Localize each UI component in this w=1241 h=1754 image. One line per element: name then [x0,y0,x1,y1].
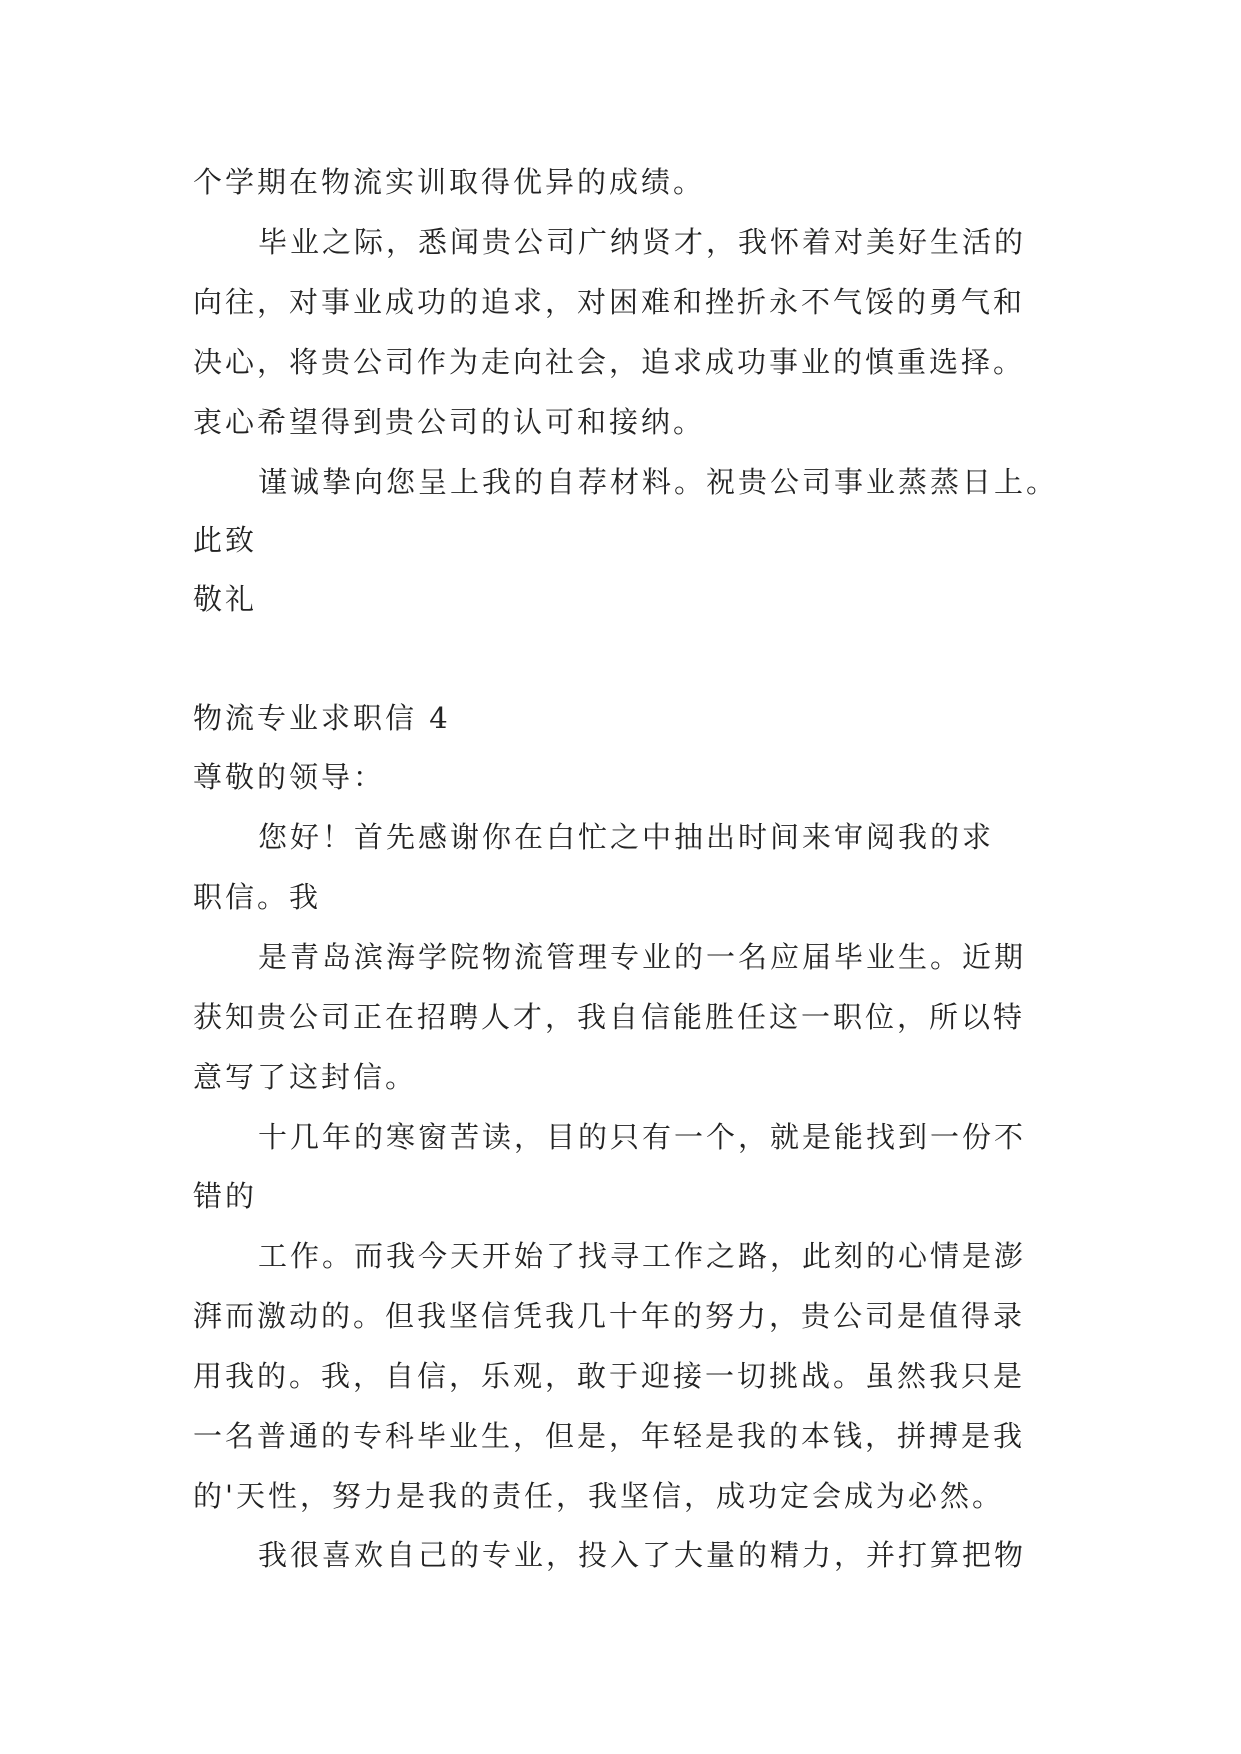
text-line: 获知贵公司正在招聘人才，我自信能胜任这一职位，所以特 [193,1000,1026,1034]
text-line: 是青岛滨海学院物流管理专业的一名应届毕业生。近期 [258,940,1027,974]
closing-salutation: 敬礼 [193,582,258,616]
greeting: 尊敬的领导： [193,760,386,794]
closing-salutation: 此致 [193,523,258,557]
text-line: 的'天性，努力是我的责任，我坚信，成功定会成为必然。 [193,1479,1004,1513]
text-line: 十几年的寒窗苦读，目的只有一个，就是能找到一份不 [258,1120,1027,1154]
text-line: 错的 [193,1179,258,1213]
text-line: 职信。我 [193,880,322,914]
text-line: 用我的。我，自信，乐观，敢于迎接一切挑战。虽然我只是 [193,1359,1026,1393]
text-line: 一名普通的专科毕业生，但是，年轻是我的本钱，拼搏是我 [193,1419,1026,1453]
text-line: 个学期在物流实训取得优异的成绩。 [193,165,706,199]
section-title: 物流专业求职信 4 [193,701,451,735]
text-line: 谨诚挚向您呈上我的自荐材料。祝贵公司事业蒸蒸日上。 [258,465,1059,499]
text-line: 向往，对事业成功的追求，对困难和挫折永不气馁的勇气和 [193,285,1026,319]
text-line: 毕业之际，悉闻贵公司广纳贤才，我怀着对美好生活的 [258,225,1027,259]
text-line: 您好！首先感谢你在白忙之中抽出时间来审阅我的求 [258,820,995,854]
text-line: 工作。而我今天开始了找寻工作之路，此刻的心情是澎 [258,1239,1027,1273]
text-line: 决心，将贵公司作为走向社会，追求成功事业的慎重选择。 [193,345,1026,379]
text-line: 意写了这封信。 [193,1060,418,1094]
text-line: 湃而激动的。但我坚信凭我几十年的努力，贵公司是值得录 [193,1299,1026,1333]
text-line: 我很喜欢自己的专业，投入了大量的精力，并打算把物 [258,1538,1027,1572]
text-line: 衷心希望得到贵公司的认可和接纳。 [193,405,706,439]
